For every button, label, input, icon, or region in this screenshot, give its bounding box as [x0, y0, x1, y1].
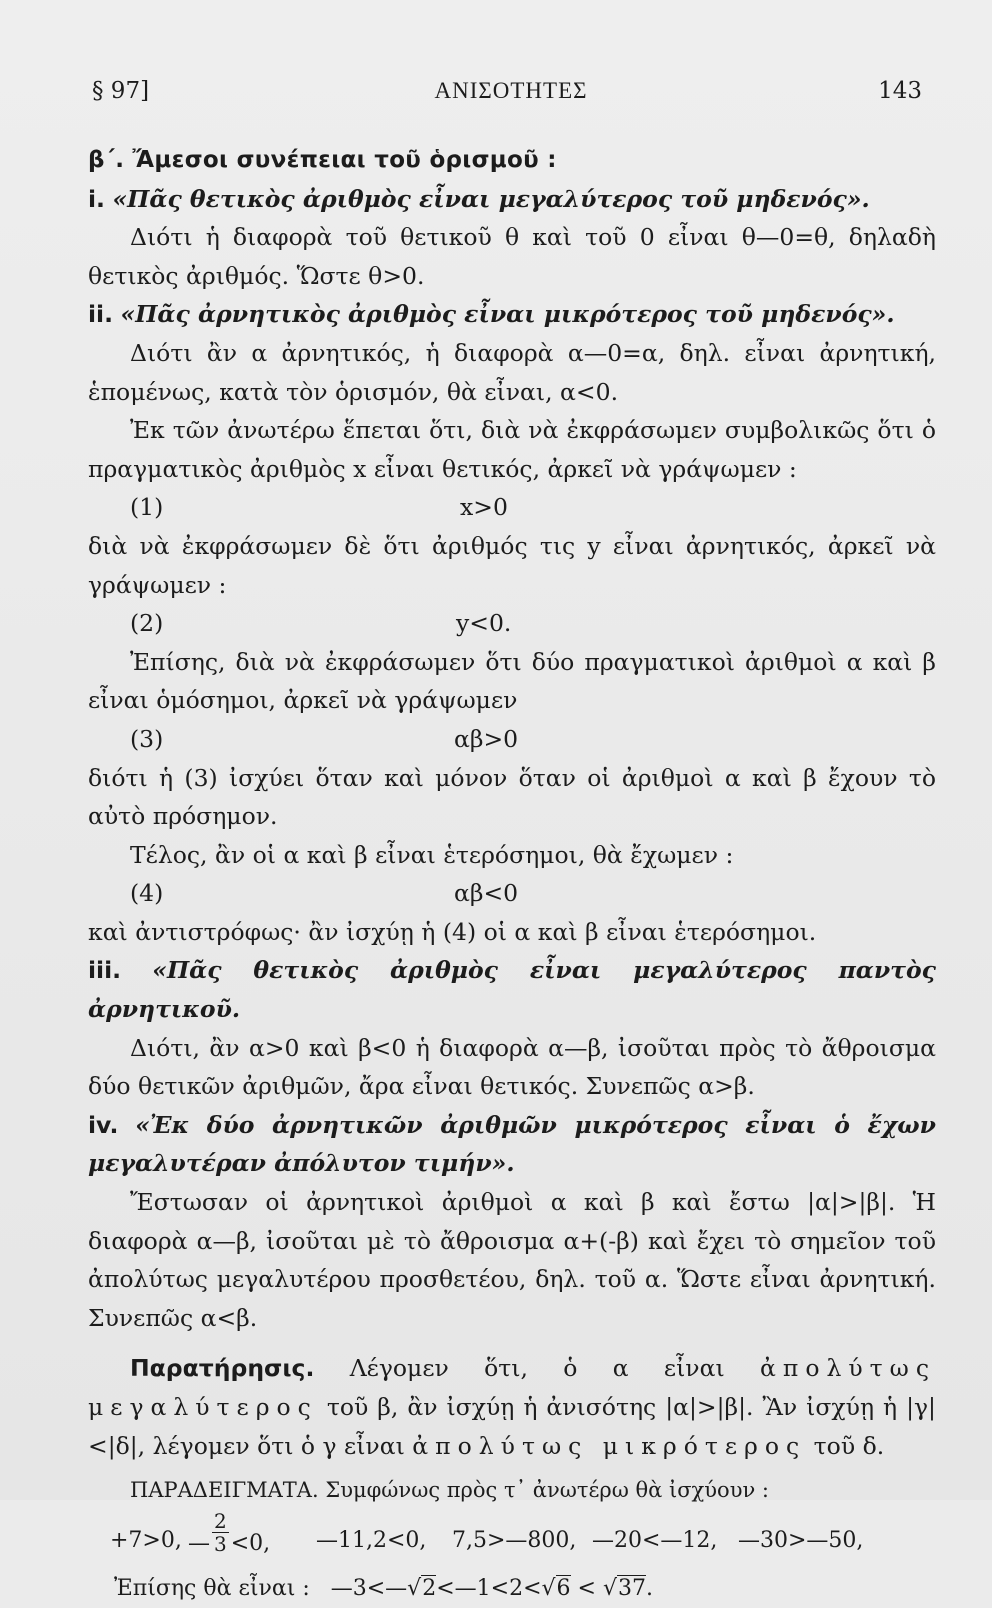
item-iv-proof: Ἔστωσαν οἱ ἀρνητικοὶ ἀριθμοὶ α καὶ β καὶ ἔστω |α|>|β|. Ἡ διαφορὰ α—β, ἰσοῦται μὲ τὸ ἄθροισμα α+(-β) καὶ ἔχει τὸ σημεῖον τοῦ ἀπολύτως μεγαλυτέρου προσθετέου, δηλ. τοῦ α. Ὥστε εἶναι ἀρνητική. Συνεπῶς α<β. [88, 1188, 936, 1332]
fraction: $\frac{2}{3}$ [214, 1508, 227, 1556]
item-i-statement: i. «Πᾶς θετικὸς ἀριθμὸς εἶναι μεγαλύτερος τοῦ μηδενός». [88, 184, 870, 213]
paragraph-finally: Τέλος, ἂν οἱ α καὶ β εἶναι ἑτερόσημοι, θὰ ἔχωμεν : [130, 840, 734, 869]
paragraph-because: διότι ἡ (3) ἰσχύει ὅταν καὶ μόνον ὅταν οἱ ἀριθμοὶ α καὶ β ἔχουν τὸ αὐτὸ πρόσημον. [88, 763, 936, 831]
formula-4 [88, 874, 936, 913]
example-2: — $\frac{2}{3}$ <0, [188, 1508, 271, 1557]
page-body [88, 140, 936, 1608]
examples-line [88, 1510, 936, 1566]
example-3: —11,2<0, [316, 1527, 427, 1553]
formula-3 [88, 720, 936, 759]
paragraph-converse: καὶ ἀντιστρόφως· ἂν ἰσχύῃ ἡ (4) οἱ α καὶ β εἶναι ἑτερόσημοι. [88, 917, 817, 946]
formula-label: (2) [130, 609, 164, 638]
item-ii-statement: ii. «Πᾶς ἀρνητικὸς ἀριθμὸς εἶναι μικρότερος τοῦ μηδενός». [88, 300, 895, 329]
examples-chain: Ἐπίσης θὰ εἶναι : —3<—√2<—1<2<√6 < √37. [114, 1575, 653, 1601]
formula-label: (3) [130, 724, 164, 753]
paragraph-consequence: Ἐκ τῶν ἀνωτέρω ἕπεται ὅτι, διὰ νὰ ἐκφράσωμεν συμβολικῶς ὅτι ὁ πραγματικὸς ἀριθμὸς x εἶναι θετικός, ἀρκεῖ νὰ γράψωμεν : [88, 416, 936, 483]
sqrt-symbol: √ [407, 1575, 422, 1601]
paragraph-same-sign: Ἐπίσης, διὰ νὰ ἐκφράσωμεν ὅτι δύο πραγματικοὶ ἀριθμοὶ α καὶ β εἶναι ὁμόσημοι, ἀρκεῖ νὰ γράψωμεν [88, 647, 936, 715]
item-iii-statement: iii. «Πᾶς θετικὸς ἀριθμὸς εἶναι μεγαλύτερος παντὸς ἀρνητικοῦ. [88, 956, 936, 1024]
section-number: § 97] [92, 78, 150, 104]
formula-expression: y<0. [456, 609, 512, 638]
page-header [92, 78, 930, 114]
sqrt-symbol: √ [602, 1575, 617, 1601]
formula-label: (4) [130, 879, 164, 908]
item-ii-proof: Διότι ἂν α ἀρνητικός, ἡ διαφορὰ α—0=α, δηλ. εἶναι ἀρνητική, ἑπομένως, κατὰ τὸν ὁρισμόν, θὰ εἶναι, α<0. [88, 338, 936, 406]
example-1: +7>0, [110, 1527, 182, 1553]
example-5: —20<—12, [592, 1527, 718, 1553]
examples-intro: ΠΑΡΑΔΕΙΓΜΑΤΑ. Συμφώνως πρὸς τ᾽ ἀνωτέρω θὰ ἰσχύουν : [130, 1478, 769, 1503]
formula-2 [88, 604, 936, 643]
sqrt-symbol: √ [541, 1575, 556, 1601]
remark-paragraph: Παρατήρησις. Λέγομεν ὅτι, ὁ α εἶναι ἀπολύτως μεγαλύτερος τοῦ β, ἂν ἰσχύῃ ἡ ἀνισότης |α|>|β|. Ἂν ἰσχύῃ ἡ |γ|<|δ|, λέγομεν ὅτι ὁ γ εἶναι ἀπολύτως μικρότερος τοῦ δ. [88, 1354, 936, 1460]
formula-expression: x>0 [460, 493, 508, 522]
example-4: 7,5>—800, [452, 1527, 577, 1553]
formula-1 [88, 488, 936, 527]
formula-expression: αβ<0 [454, 879, 519, 908]
paragraph-negative: διὰ νὰ ἐκφράσωμεν δὲ ὅτι ἀριθμός τις y εἶναι ἀρνητικός, ἀρκεῖ νὰ γράψωμεν : [88, 531, 936, 599]
item-iii-proof: Διότι, ἂν α>0 καὶ β<0 ἡ διαφορὰ α—β, ἰσοῦται πρὸς τὸ ἄθροισμα δύο θετικῶν ἀριθμῶν, ἄρα εἶναι θετικός. Συνεπῶς α>β. [88, 1033, 936, 1101]
page-number: 143 [878, 78, 922, 104]
item-i-proof: Διότι ἡ διαφορὰ τοῦ θετικοῦ θ καὶ τοῦ 0 εἶναι θ—0=θ, δηλαδὴ θετικὸς ἀριθμός. Ὥστε θ>0. [88, 223, 936, 290]
example-6: —30>—50, [738, 1527, 864, 1553]
formula-label: (1) [130, 493, 164, 522]
formula-expression: αβ>0 [454, 724, 519, 753]
item-iv-statement: iv. «Ἐκ δύο ἀρνητικῶν ἀριθμῶν μικρότερος εἶναι ὁ ἔχων μεγαλυτέραν ἀπόλυτον τιμήν». [88, 1110, 936, 1178]
running-title: ΑΝΙΣΟΤΗΤΕΣ [434, 78, 588, 103]
subsection-heading: β΄. Ἄμεσοι συνέπειαι τοῦ ὁρισμοῦ : [88, 147, 557, 173]
